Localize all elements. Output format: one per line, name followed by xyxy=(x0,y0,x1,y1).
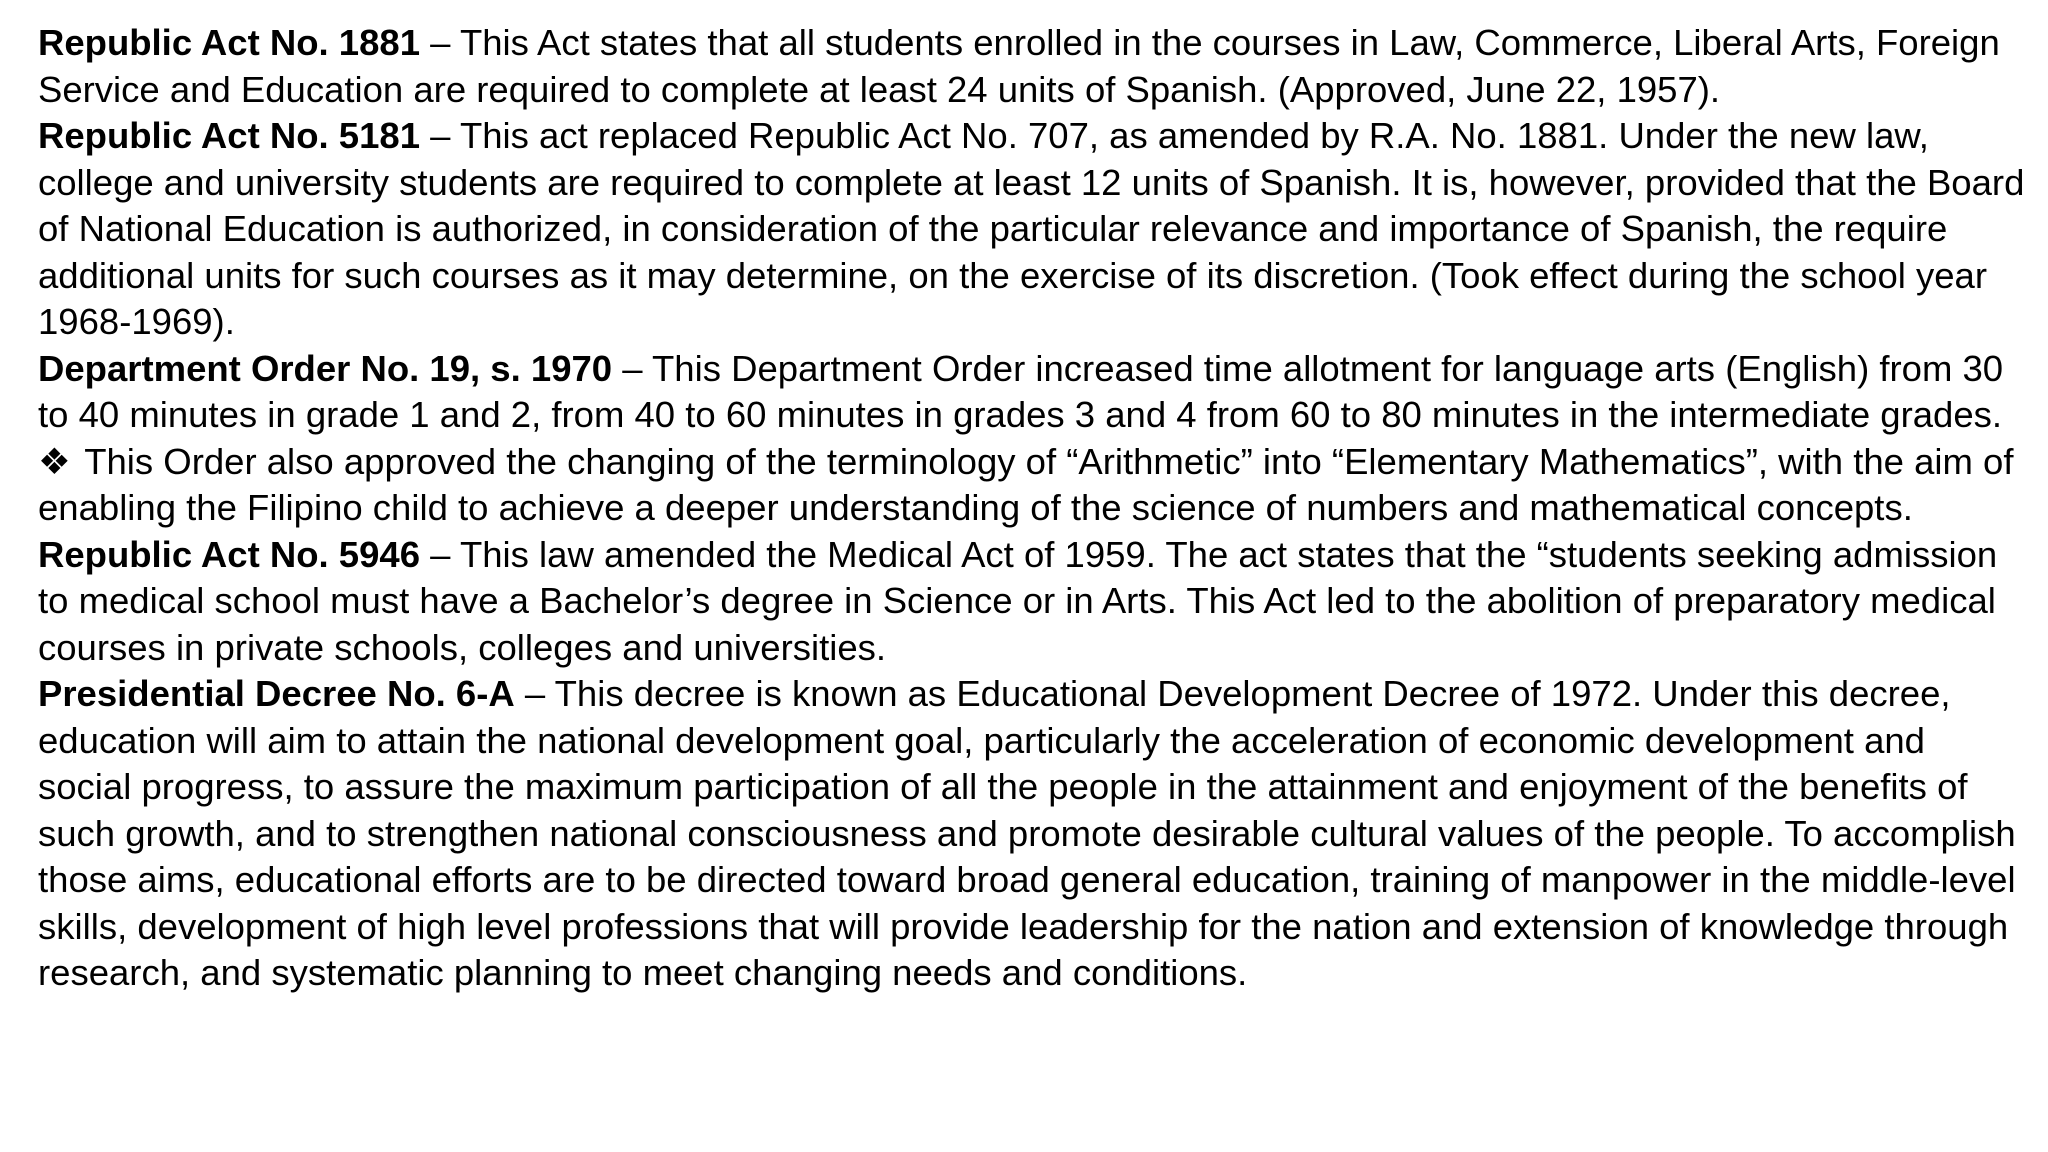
bullet-text: This Order also approved the changing of the terminology of “Arithmetic” into “Elementary Mathematics”, with the aim of enabling the Filipino child to achieve a deeper understanding of the science of numbers and mathematical concepts. xyxy=(38,440,2014,528)
bullet-point-arithmetic xyxy=(38,439,2028,532)
document-body xyxy=(38,20,2028,997)
entry-label: Department Order No. 19, s. 1970 xyxy=(38,347,613,389)
entry-presidential-decree-6a xyxy=(38,671,2028,997)
entry-label: Republic Act No. 5946 xyxy=(38,533,421,575)
entry-text: – This Act states that all students enrolled in the courses in Law, Commerce, Liberal Arts, Foreign Service and Education are required to complete at least 24 units of Spanish. (Approved, June 22, 1957). xyxy=(38,22,2000,110)
entry-republic-act-5946 xyxy=(38,532,2028,672)
entry-republic-act-5181 xyxy=(38,113,2028,346)
entry-label: Presidential Decree No. 6-A xyxy=(38,673,515,714)
entry-label: Republic Act No. 1881 xyxy=(38,22,421,63)
entry-text: – This law amended the Medical Act of 1959. The act states that the “students seeking admission to medical school must have a Bachelor’s degree in Science or in Arts. This Act led to the abolition of preparatory medical courses in private schools, colleges and universities. xyxy=(38,533,1998,668)
entry-department-order-19 xyxy=(38,346,2028,439)
entry-republic-act-1881 xyxy=(38,20,2028,113)
entry-text: – This Department Order increased time allotment for language arts (English) from 30 to 40 minutes in grade 1 and 2, from 40 to 60 minutes in grades 3 and 4 from 60 to 80 minutes in the intermediate grades. xyxy=(38,347,2004,435)
diamond-bullet-icon: ❖ xyxy=(38,440,71,482)
entry-text: – This decree is known as Educational Development Decree of 1972. Under this decree, education will aim to attain the national development goal, particularly the acceleration of economic development and social progress, to assure the maximum participation of all the people in the attainment and enjoyment of the benefits of such growth, and to strengthen national consciousness and promote desirable cultural values of the people. To accomplish those aims, educational efforts are to be directed toward broad general education, training of manpower in the middle-level skills, development of high level professions that will provide leadership for the nation and extension of knowledge through research, and systematic planning to meet changing needs and conditions. xyxy=(38,673,2016,993)
entry-text: – This act replaced Republic Act No. 707, as amended by R.A. No. 1881. Under the new law, college and university students are required to complete at least 12 units of Spanish. It is, however, provided that the Board of National Education is authorized, in consideration of the particular relevance and importance of Spanish, the require additional units for such courses as it may determine, on the exercise of its discretion. (Took effect during the school year 1968-1969). xyxy=(38,115,2025,342)
entry-label: Republic Act No. 5181 xyxy=(38,115,421,156)
